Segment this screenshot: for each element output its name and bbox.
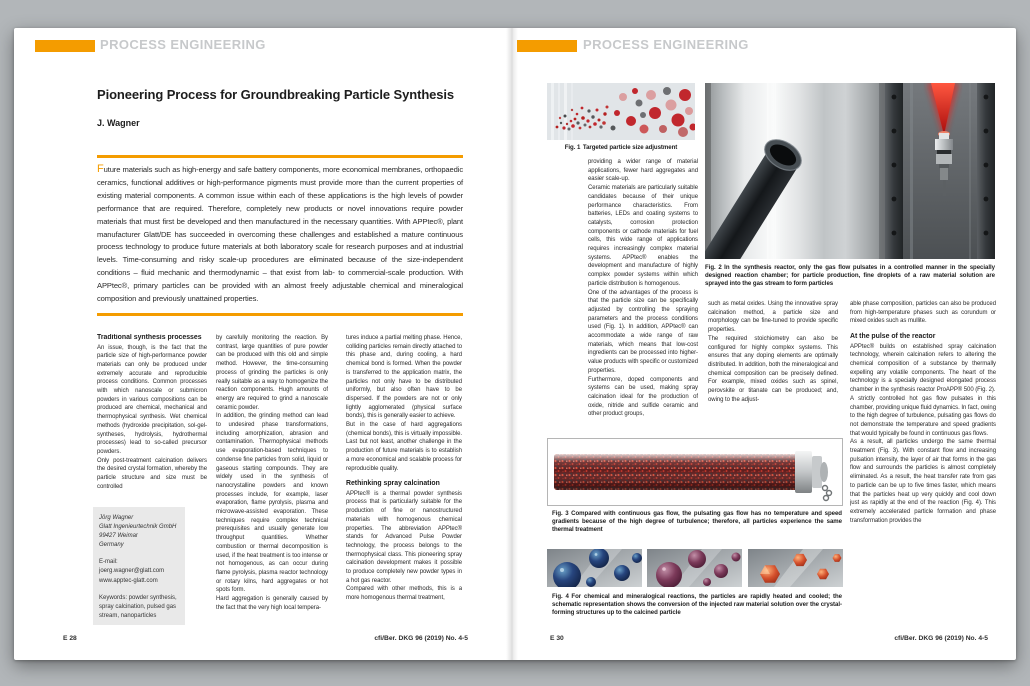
figure-3-image	[547, 438, 843, 506]
magazine-spread	[14, 28, 1016, 660]
figure-4-caption	[552, 593, 842, 617]
figure-3-caption	[552, 510, 842, 534]
figure-caption-text: Targeted particle size adjustment	[582, 144, 678, 151]
body-paragraph: Ceramic materials are particularly suitable candidates because of their unique performance characteristics. From batteries, LEDs and coating systems to catalysts, corrosion protection components or cathode materials for fuel cells, this wide range of applications requires increasingly complex material systems. APPtec® enables the development and manufacture of highly complex powder systems within which particle distribution is homogenous.	[588, 185, 698, 287]
page-footer	[550, 635, 988, 642]
body-paragraph: But in the case of hard aggregations (chemical bonds), this is virtually impossible. Last but not least, another challenge in the production of future materials is to establish a more economical and scalable process for reproducible quality.	[346, 422, 462, 472]
figure-caption-text: For chemical and mineralogical reactions, the particles are rapidly heated and cooled; the schematic representation shows the conversion of the injected raw material solution over the crystal-forming structures up to the calcined particle	[552, 593, 842, 617]
column-heading: Traditional synthesis processes	[97, 334, 202, 341]
body-paragraph: tures induce a partial melting phase. Hence, colliding particles remain directly attached to this phase and, during cooling, a hard chemical bond is formed. When the powder is transferred to the application matrix, the particles not only have to be distributed uniformly, but also often have to be dispersed. If the powders are not or only lightly agglomerated (physical surface bonds), this is generally easier to achieve.	[346, 335, 462, 420]
figure-2-caption	[705, 264, 995, 288]
body-paragraph: Compared with other methods, this is a more homogenous thermal treatment,	[346, 586, 462, 602]
body-paragraph: The required stoichiometry can also be configured for highly complex systems. This ensures that any doping elements are optimally distributed. In addition, both the mineralogical and chemical composition can be precisely defined. For example, mixed oxides such as spinel, perovskite or titanate can be produced; and, owing to the adjust-	[708, 335, 838, 403]
body-paragraph: such as metal oxides. Using the innovative spray calcination method, a particle size and morphology can be fine-tuned to provide specific properties.	[708, 301, 838, 334]
body-paragraph: by carefully monitoring the reaction. By contrast, large quantities of pure powder can be produced with this old and simple method. However, the time-consuming process of grinding the particles is only really suitable as a way to homogenize the reaction components. Hugh amounts of energy are required to grind a nanoscale ceramic powder.	[216, 335, 328, 411]
figure-label: Fig. 3	[552, 510, 569, 517]
body-paragraph: Furthermore, doped components and systems can be used, making spray calcination ideal for the production of oxide, nitride and sulfide ceramic and other product groups,	[588, 376, 698, 418]
body-paragraph: able phase composition, particles can also be produced from high-temperature phases such as corundum or mixed oxides such as mullite.	[850, 301, 996, 325]
body-paragraph: APPtec® builds on established spray calcination technology, wherein calcination refers to altering the chemical composition of a substance by thermally expelling any volatile components. The heart of the technology is a specially designed elongated process chamber in the synthesis reactor ProAPP® 500 (Fig. 2).	[850, 343, 996, 394]
column-heading: Rethinking spray calcination	[346, 480, 440, 488]
page-footer	[63, 635, 468, 642]
figure-caption-text: In the synthesis reactor, only the gas flow pulsates in a controlled manner in the specially designed reaction chamber; for particle production, fine droplets of a raw material solution are sprayed into the gas stream to form particles	[705, 264, 995, 288]
body-paragraph: In addition, the grinding method can lead to undesired phase transformations, including amorphization, abrasion and contamination. Thermophysical methods use evaporation-based techniques to condense fine particles from solid, liquid or gaseous starting compounds. They are widely used in the synthesis of nanocrystalline powders and known processes include, for example, laser evaporation, flame pyrolysis, plasma and microwave-assisted evaporation. These techniques require complex technical prerequisites and usually generate low throughput quantities. Whether combustion or thermal decomposition is used, if the heat treatment is too intense or not homogenous, as can occur during flame pyrolysis, plasma reactor technology or rotary kilns, hard aggregates or hot spots form.	[216, 413, 328, 594]
page-number: E 28	[63, 635, 77, 642]
body-paragraph: APPtec® is a thermal powder synthesis process that is particularly suitable for the production of fine or nanostructured materials with homogenous chemical properties. The abbreviation APPtec® stands for Advanced Pulse Powder technology, the process belongs to the thermophysical class. This pioneering spray calcination development makes it possible to produce completely new powder types in a hot gas reactor.	[346, 490, 462, 584]
abstract-text: Future materials such as high-energy and safe battery components, more economical membranes, orthopaedic ceramics, functional additives or high-performance pigments must provide more than the current properties of existing material components. A common issue within each of these applications is the high levels of powder performance that are required. Therefore, completely new products or novel innovations require powder materials that must first be developed and then manufactured in the necessary quantities. With APPtec®, plant manufacturer Glatt/DE has succeeded in overcoming these challenges and established a mature continuous process technology to produce future materials at both laboratory scale for research purposes and at industrial levels. Time-consuming and risky scale-up procedures are eliminated because of the size-independent conditions – fluid mechanic and thermodynamic – that exist from lab- to commercial-scale production. With APPtec®, primary particles can be provided with an almost freely adjustable chemical and mineralogical composition and previously unattained properties.	[97, 163, 463, 304]
figure-4-image	[547, 549, 843, 587]
column-2	[216, 334, 328, 613]
figure-2-image	[705, 83, 995, 259]
figure-label: Fig. 1	[564, 144, 581, 151]
column-2	[708, 300, 838, 404]
column-3	[850, 300, 996, 525]
section-label: PROCESS ENGINEERING	[100, 37, 266, 52]
article-title: Pioneering Process for Groundbreaking Particle Synthesis	[97, 87, 455, 102]
accent-bar	[35, 40, 95, 52]
figure-caption-text: Compared with continuous gas flow, the pulsating gas flow has no temperature and speed gradients because of the high degree of turbulence; therefore, all particles experience the same thermal treatment	[552, 510, 842, 534]
body-paragraph: As a result, all particles undergo the same thermal treatment (Fig. 3). With constant flow and increasing pulsation intensity, the layer of air that forms in the gas flow and surrounds the particles is almost completely eliminated. As a result, the heat transfer rate from gas to particle can be up to five times faster, which means that the particles heat up very quickly and cool down just as rapidly at the end of the reaction (Fig. 4). This extremely accelerated particle formation and phase transformation provides the	[850, 439, 996, 524]
journal-reference: cfi/Ber. DKG 96 (2019) No. 4-5	[894, 635, 988, 642]
page-right	[512, 28, 1016, 660]
figure-label: Fig. 4	[552, 593, 569, 600]
author-name: J. Wagner	[97, 118, 140, 128]
figure-1-image	[547, 83, 695, 140]
figure-label: Fig. 2	[705, 264, 722, 271]
body-paragraph: An issue, though, is the fact that the particle size of high-performance powder materials can only be produced under extremely accurate and reproducible process conditions. Common processes with which nanoscale or submicron powders in various compositions can be produced are chemical, mechanical and thermophysical synthesis. Wet chemical methods (hydroxide precipitation, sol-gel-syntheses, hydrolysis, hydrothermal processes) lead to so-called precursor powders.	[97, 344, 207, 455]
contact-country: Germany	[99, 542, 124, 549]
column-1	[588, 158, 698, 419]
author-infobox	[93, 507, 185, 625]
contact-website: www.apptec-glatt.com	[99, 577, 158, 584]
body-paragraph: A strictly controlled hot gas flow pulsates in this chamber, providing unique fluid dynamics. In fact, owing to the high degree of turbulence, pulsating gas flows do not demonstrate the temperature and speed gradients that would typically be found in continuous gas flows.	[850, 395, 996, 437]
contact-address: 99427 Weimar	[99, 533, 138, 540]
figure-1-caption	[547, 144, 695, 152]
column-1	[97, 334, 207, 491]
abstract-box	[97, 155, 463, 316]
body-paragraph: providing a wider range of material applications, fewer hard aggregates and easier scale-up.	[588, 159, 698, 183]
body-paragraph: Hard aggregation is generally caused by the fact that the very high local tempera-	[216, 596, 328, 611]
contact-company: Glatt Ingenieurtechnik GmbH	[99, 524, 177, 531]
body-paragraph: Only post-treatment calcination delivers the desired crystal formation, whereby the particle structure and size must be controlled	[97, 457, 207, 490]
article-keywords: Keywords: powder synthesis, spray calcination, pulsed gas stream, nanoparticles	[99, 594, 177, 619]
page-number: E 30	[550, 635, 564, 642]
journal-reference: cfi/Ber. DKG 96 (2019) No. 4-5	[374, 635, 468, 642]
contact-name: Jörg Wagner	[99, 515, 134, 521]
section-label: PROCESS ENGINEERING	[583, 37, 749, 52]
accent-bar	[517, 40, 577, 52]
page-left	[14, 28, 512, 660]
body-paragraph: One of the advantages of the process is that the particle size can be specifically adjusted by controlling the spraying parameters and the process conditions used (Fig. 1). In addition, APPtec® can accommodate a wide range of raw materials, which means that low-cost ingredients can be processed into higher-value products with specific or customized properties.	[588, 289, 698, 374]
column-heading: At the pulse of the reactor	[850, 333, 936, 341]
column-3	[346, 334, 462, 603]
contact-email: E-mail: joerg.wagner@glatt.com	[99, 559, 165, 575]
